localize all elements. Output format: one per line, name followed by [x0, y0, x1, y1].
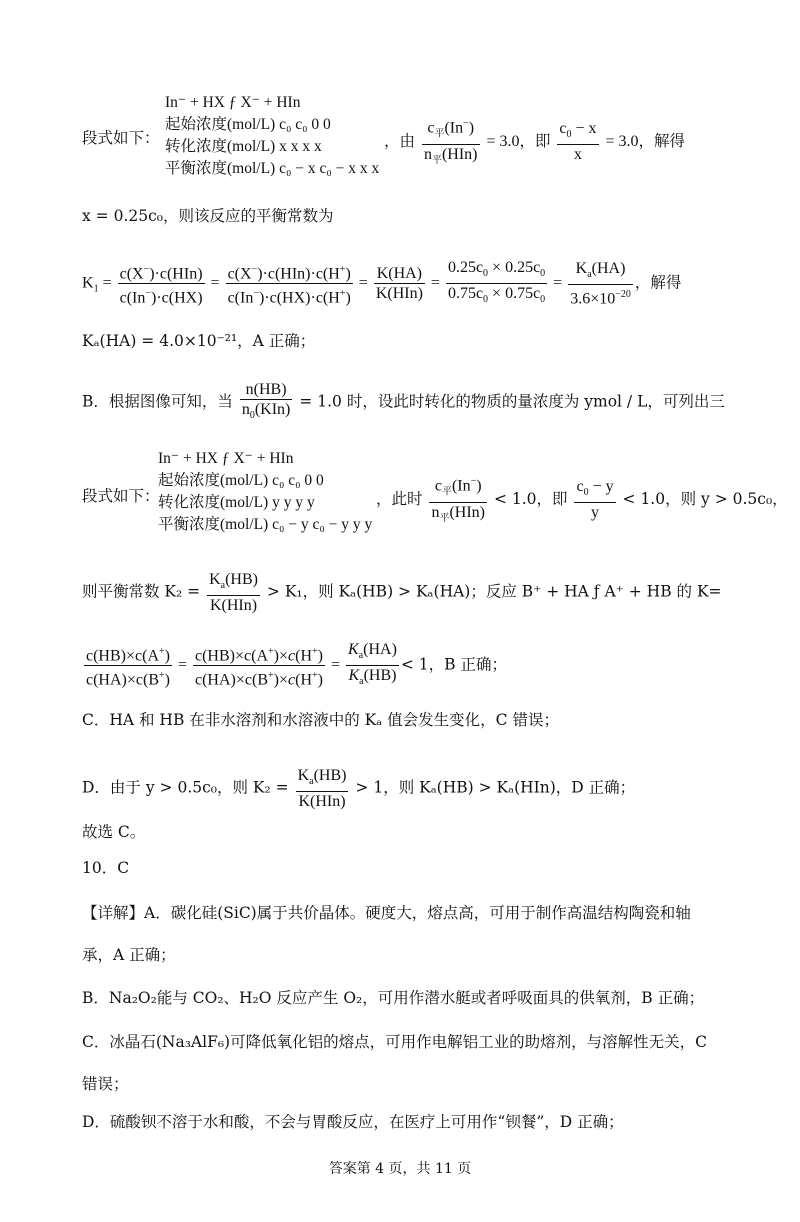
table2-change-row: 转化浓度(mol/L) y y y y: [158, 494, 315, 511]
ka-result-line: Kₐ(HA) = 4.0×10⁻²¹，A 正确；: [82, 332, 316, 350]
ratio-fraction-1: $\frac{c_平(In^-)}{n_平(HIn)}$: [422, 114, 480, 170]
table1-lead: 段式如下：: [82, 129, 160, 147]
x-result-line: x = 0.25c₀，则该反应的平衡常数为: [82, 207, 334, 225]
table1-change-row: 转化浓度(mol/L) x x x x: [165, 138, 322, 155]
option-b-line: B．根据图像可知，当 $\frac{n(HB)}{n_0(KIn)}$ = 1.0 时，设此时转化的物质的量浓度为 ymol / L，可列出三: [82, 381, 725, 422]
option-d-line: D．由于 y > 0.5c₀，则 K₂ = $\frac{K_a(HB)}{\text{K(HIn)}}$ > 1，则 Kₐ(HB) > Kₐ(HIn)，D 正确；: [82, 767, 636, 811]
table2-equilibrium-row: 平衡浓度(mol/L) c₀ − y c₀ − y y y: [158, 516, 373, 533]
detail-a-line-2: 承，A 正确；: [82, 946, 176, 964]
table1-equation: In⁻ + HX ƒ X⁻ + HIn: [165, 94, 301, 111]
detail-c-line-1: C．冰晶石(Na₃AlF₆)可降低氧化铝的熔点，可用作电解铝工业的助熔剂，与溶解性无关，C: [82, 1033, 707, 1051]
kb-expression: $\frac{c(HB)\times c(A^+)}{c(HA)\times c(B^+)}$ = $\frac{c(HB)\times c(A^+)\times c(H^+)}{c(HA)\times c(B^+)\times c(H^+)}$ = $\frac{K_a(HA)}{K_a(HB)}$ < 1，B 正确；: [86, 641, 507, 689]
table2-right-text: ，此时 $\frac{c_平(In^-)}{n_平(HIn)}$ < 1.0，即 $\frac{c_0 - y}{y}$ < 1.0，则 y > 0.5c₀，: [376, 472, 788, 528]
table1-right-text: ，由 $\frac{c_平(In^-)}{n_平(HIn)}$ = 3.0，即 $\frac{c_0 - x}{x}$ = 3.0，解得: [384, 114, 685, 170]
question-10-answer: 10．C: [82, 859, 130, 877]
table1-initial-row: 起始浓度(mol/L) c₀ c₀ 0 0: [165, 116, 331, 133]
table2-initial-row: 起始浓度(mol/L) c₀ c₀ 0 0: [158, 472, 324, 489]
page-footer: 答案第 4 页，共 11 页: [328, 1161, 472, 1177]
option-c-line: C．HA 和 HB 在非水溶剂和水溶液中的 Kₐ 值会发生变化，C 错误；: [82, 711, 559, 729]
table2-lead: 段式如下：: [82, 487, 160, 505]
equilibrium-table-1: [165, 92, 379, 180]
k2-line: 则平衡常数 K₂ = $\frac{K_a(HB)}{\text{K(HIn)}}$ > K₁，则 Kₐ(HB) > Kₐ(HA)；反应 B⁺ + HA ƒ A⁺ + HB 的 K=: [82, 571, 722, 615]
detail-b-line: B．Na₂O₂能与 CO₂、H₂O 反应产生 O₂，可用作潜水艇或者呼吸面具的供氧剂，B 正确；: [82, 989, 705, 1007]
detail-d-line: D．硫酸钡不溶于水和酸，不会与胃酸反应，在医疗上可用作“钡餐”，D 正确；: [82, 1113, 624, 1131]
table2-equation: In⁻ + HX ƒ X⁻ + HIn: [158, 450, 294, 467]
answer-choice-line: 故选 C。: [82, 823, 146, 841]
ratio-fraction-2: $\frac{c_0 - x}{x}$: [559, 120, 597, 164]
k1-expression: $K_1$ = $\frac{c(X^-)\cdot c(HIn)}{c(In^-)\cdot c(HX)}$ = $\frac{c(X^-)\cdot c(HIn)\cdot c(H^+)}{c(In^-)\cdot c(HX)\cdot c(H^+)}$ = $\frac{K(HA)}{\text{K(HIn)}}$ = $\frac{0.25c_0 \times 0.25c_0}{0.75c_0 \times 0.75c_0}$ = $\frac{K_a(HA)}{3.6\times 10^{-20}}$ ，解得: [82, 259, 682, 308]
detail-a-line-1: 【详解】A．碳化硅(SiC)属于共价晶体。硬度大，熔点高，可用于制作高温结构陶瓷和轴: [82, 904, 691, 922]
table1-equilibrium-row: 平衡浓度(mol/L) c₀ − x c₀ − x x x: [165, 160, 380, 177]
detail-c-line-2: 错误；: [82, 1075, 129, 1093]
equilibrium-table-2: [158, 448, 372, 536]
